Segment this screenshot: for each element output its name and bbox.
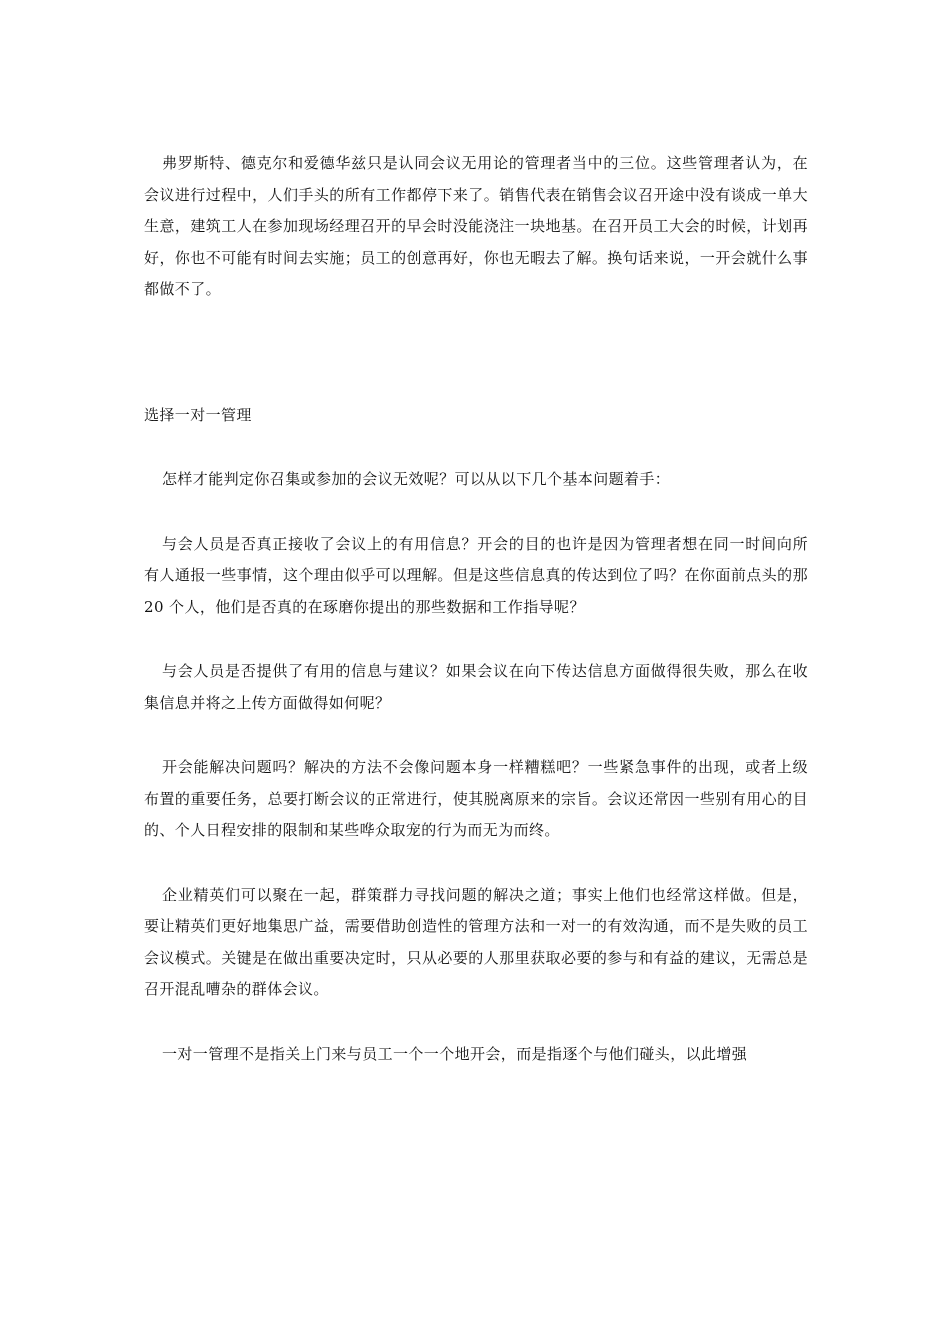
spacer xyxy=(144,847,808,880)
paragraph-elites: 企业精英们可以聚在一起，群策群力寻找问题的解决之道；事实上他们也经常这样做。但是，要让精英们更好地集思广益，需要借助创造性的管理方法和一对一的有效沟通，而不是失败的员工会议模式。关键是在做出重要决定时，只从必要的人那里获取必要的参与和有益的建议，无需总是召开混乱嘈杂的群体会议。 xyxy=(144,885,808,998)
paragraph-intro: 弗罗斯特、德克尔和爱德华兹只是认同会议无用论的管理者当中的三位。这些管理者认为，在会议进行过程中，人们手头的所有工作都停下来了。销售代表在销售会议召开途中没有谈成一单大生意，建筑工人在参加现场经理召开的早会时没能浇注一块地基。在召开员工大会的时候，计划再好，你也不可能有时间去实施；员工的创意再好，你也无暇去了解。换句话来说，一开会就什么事都做不了。 xyxy=(144,154,808,298)
spacer xyxy=(144,431,808,464)
paragraph-solve-problems: 开会能解决问题吗？解决的方法不会像问题本身一样糟糕吧？一些紧急事件的出现，或者上级布置的重要任务，总要打断会议的正常进行，使其脱离原来的宗旨。会议还常因一些别有用心的目的、个人日程安排的限制和某些哗众取宠的行为而无为而终。 xyxy=(144,758,808,839)
spacer xyxy=(144,719,808,752)
spacer xyxy=(144,623,808,656)
paragraph-question-intro: 怎样才能判定你召集或参加的会议无效呢？可以从以下几个基本问题着手： xyxy=(162,470,671,488)
spacer xyxy=(144,306,808,400)
paragraph-received-info: 与会人员是否真正接收了会议上的有用信息？开会的目的也许是因为管理者想在同一时间向所有人通报一些事情，这个理由似乎可以理解。但是这些信息真的传达到位了吗？在你面前点头的那 20 个人，他们是否真的在琢磨你提出的那些数据和工作指导呢？ xyxy=(144,534,808,616)
spacer xyxy=(144,1006,808,1039)
document-body xyxy=(144,148,808,1070)
section-heading: 选择一对一管理 xyxy=(144,405,252,424)
spacer xyxy=(144,496,808,529)
paragraph-one-on-one: 一对一管理不是指关上门来与员工一个一个地开会，而是指逐个与他们碰头，以此增强 xyxy=(162,1044,748,1063)
paragraph-provided-info: 与会人员是否提供了有用的信息与建议？如果会议在向下传达信息方面做得很失败，那么在收集信息并将之上传方面做得如何呢？ xyxy=(144,662,808,712)
